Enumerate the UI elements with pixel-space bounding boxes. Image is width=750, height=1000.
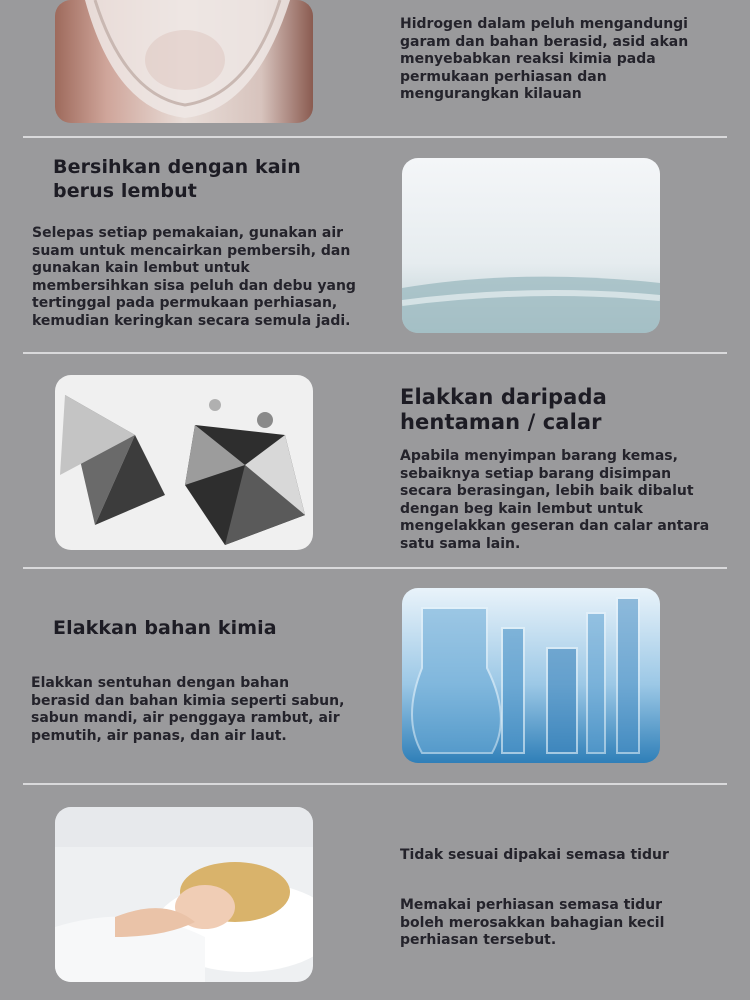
sleep-heading: Tidak sesuai dipakai semasa tidur (400, 847, 669, 863)
sleeping-woman-image (55, 807, 313, 982)
section-heading-chemicals: Elakkan bahan kimia (53, 617, 277, 639)
impact-description: Apabila menyimpan barang kemas, sebaiknya setiap barang disimpan secara berasingan, lebih baik dibalut dengan beg kain lembut untuk mengelakkan geseran dan calar antara satu sama lain. (400, 448, 710, 552)
sleep-description: Memakai perhiasan semasa tidur boleh merosakkan bahagian kecil perhiasan tersebut. (400, 897, 665, 949)
section-divider (23, 567, 727, 569)
section-divider (23, 783, 727, 785)
lab-glassware-image (402, 588, 660, 763)
section-divider (23, 136, 727, 138)
section-heading-impact: Elakkan daripada hentaman / calar (400, 385, 607, 434)
sweat-skin-image (55, 0, 313, 123)
sweat-description: Hidrogen dalam peluh mengandungi garam dan bahan berasid, asid akan menyebabkan reaksi kimia pada permukaan perhiasan dan mengurangkan kilauan (400, 16, 689, 103)
soft-towel-image (402, 158, 660, 333)
crystal-gem-image (55, 375, 313, 550)
chemicals-description: Elakkan sentuhan dengan bahan berasid dan bahan kimia seperti sabun, sabun mandi, air penggaya rambut, air pemutih, air panas, dan air laut. (31, 675, 345, 744)
clean-description: Selepas setiap pemakaian, gunakan air suam untuk mencairkan pembersih, dan gunakan kain lembut untuk membersihkan sisa peluh dan debu yang tertinggal pada permukaan perhiasan, kemudian keringkan secara semula jadi. (32, 225, 356, 329)
section-divider (23, 352, 727, 354)
section-heading-clean: Bersihkan dengan kain berus lembut (53, 156, 301, 202)
